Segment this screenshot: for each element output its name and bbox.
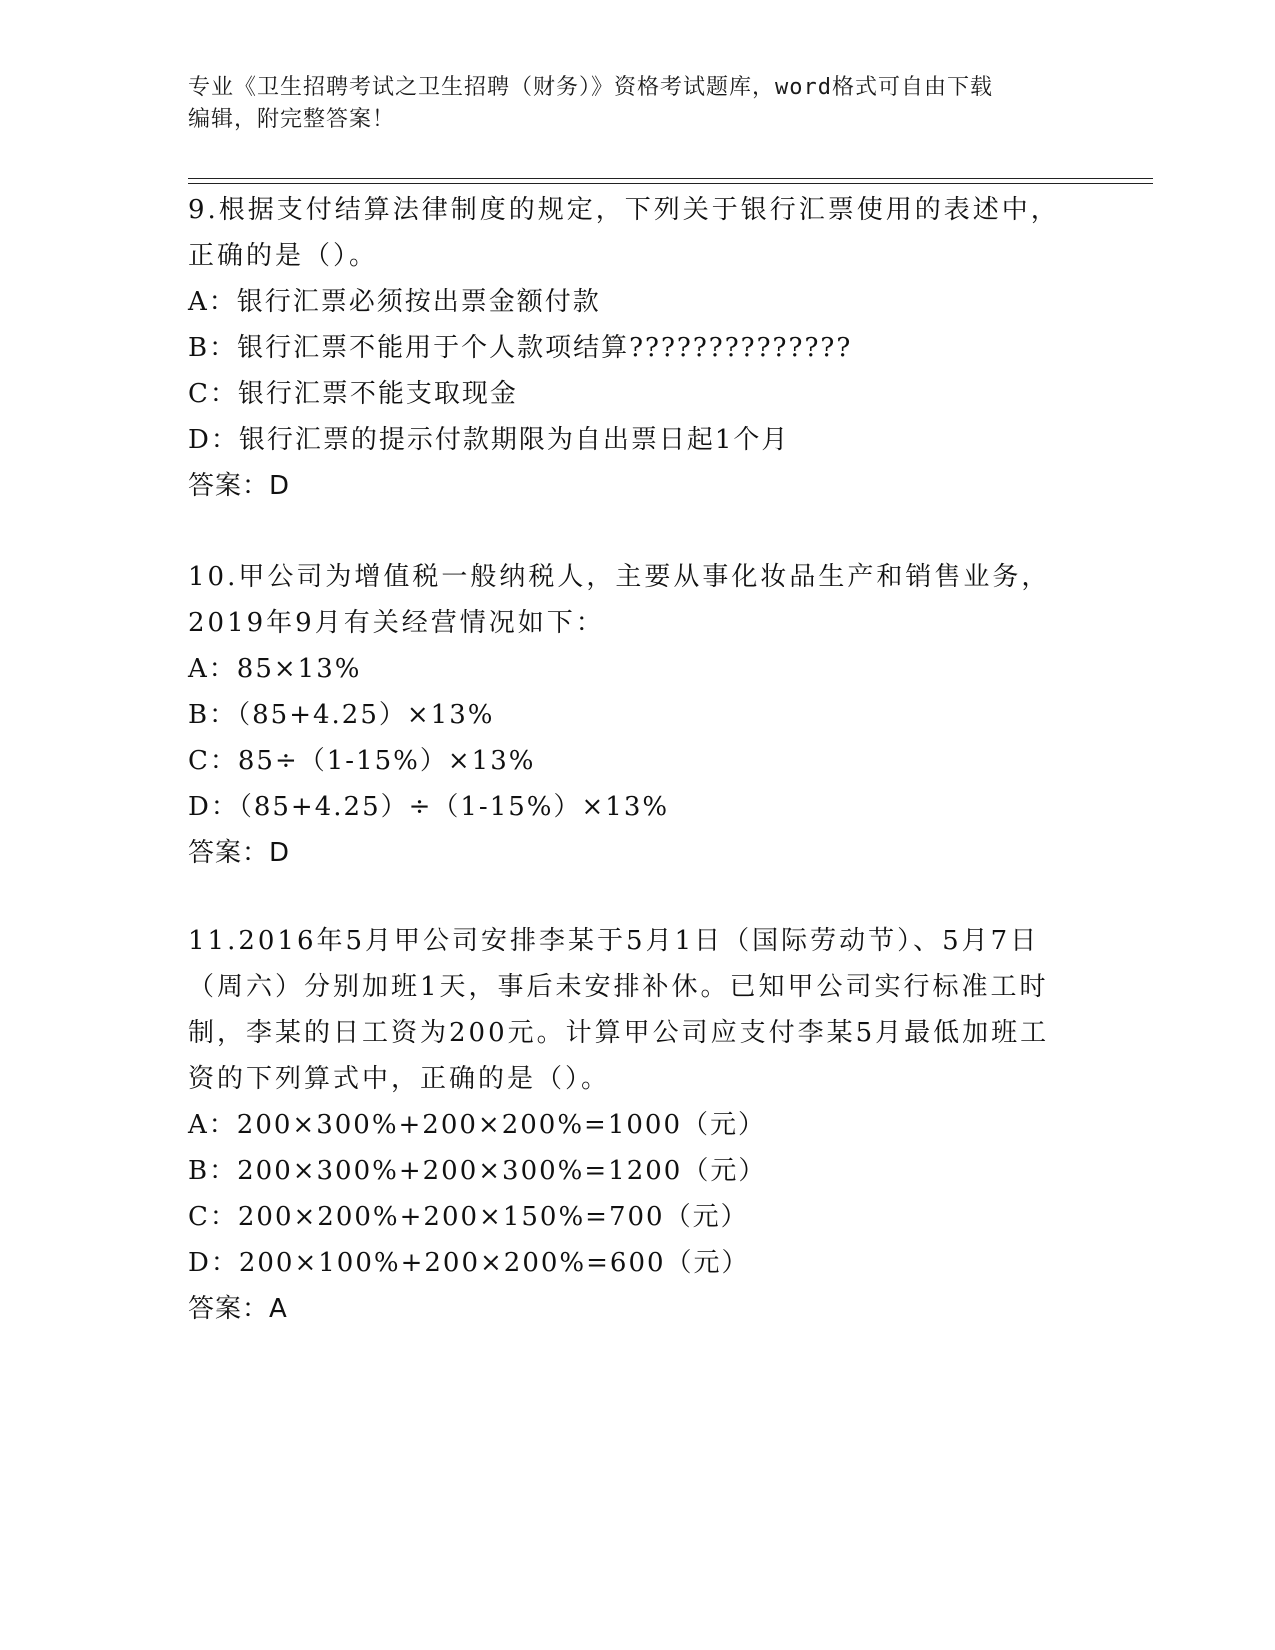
question-11 (188, 918, 1088, 1332)
question-stem-line: 10.甲公司为增值税一般纳税人，主要从事化妆品生产和销售业务， (188, 562, 1051, 592)
option-d: D：银行汇票的提示付款期限为自出票日起1个月 (188, 425, 790, 455)
answer: 答案：D (188, 471, 291, 501)
question-stem-line: 11.2016年5月甲公司安排李某于5月1日（国际劳动节）、5月7日 (188, 926, 1040, 956)
option-d: D：（85+4.25）÷（1-15%）×13% (188, 792, 670, 822)
question-stem-line: 制，李某的日工资为200元。计算甲公司应支付李某5月最低加班工 (188, 1018, 1050, 1048)
answer: 答案：D (188, 838, 291, 868)
header-divider-bottom (188, 183, 1153, 184)
option-a: A：银行汇票必须按出票金额付款 (188, 287, 601, 317)
question-9 (188, 187, 1088, 509)
option-c: C：85÷（1-15%）×13% (188, 746, 536, 776)
option-d: D：200×100%+200×200%=600（元） (188, 1248, 750, 1278)
option-b: B：（85+4.25）×13% (188, 700, 495, 730)
option-c: C：银行汇票不能支取现金 (188, 379, 518, 409)
option-a: A：200×300%+200×200%=1000（元） (188, 1110, 766, 1140)
option-c: C：200×200%+200×150%=700（元） (188, 1202, 749, 1232)
option-b: B：200×300%+200×300%=1200（元） (188, 1156, 767, 1186)
header-line-2: 编辑，附完整答案！ (188, 107, 396, 132)
question-stem-line: （周六）分别加班1天，事后未安排补休。已知甲公司实行标准工时 (188, 972, 1049, 1002)
question-stem-line: 9.根据支付结算法律制度的规定，下列关于银行汇票使用的表述中， (188, 195, 1060, 225)
header-line-1: 专业《卫生招聘考试之卫生招聘（财务）》资格考试题库，word格式可自由下载 (188, 75, 993, 100)
question-stem-line: 2019年9月有关经营情况如下： (188, 608, 605, 638)
header-note (188, 72, 1068, 136)
question-stem-line: 资的下列算式中，正确的是（）。 (188, 1064, 611, 1094)
header-divider-top (188, 178, 1153, 179)
option-a: A：85×13% (188, 654, 362, 684)
option-b: B：银行汇票不能用于个人款项结算?????????????? (188, 333, 853, 363)
question-stem-line: 正确的是（）。 (188, 241, 379, 271)
question-10 (188, 554, 1088, 876)
answer: 答案：A (188, 1294, 288, 1324)
